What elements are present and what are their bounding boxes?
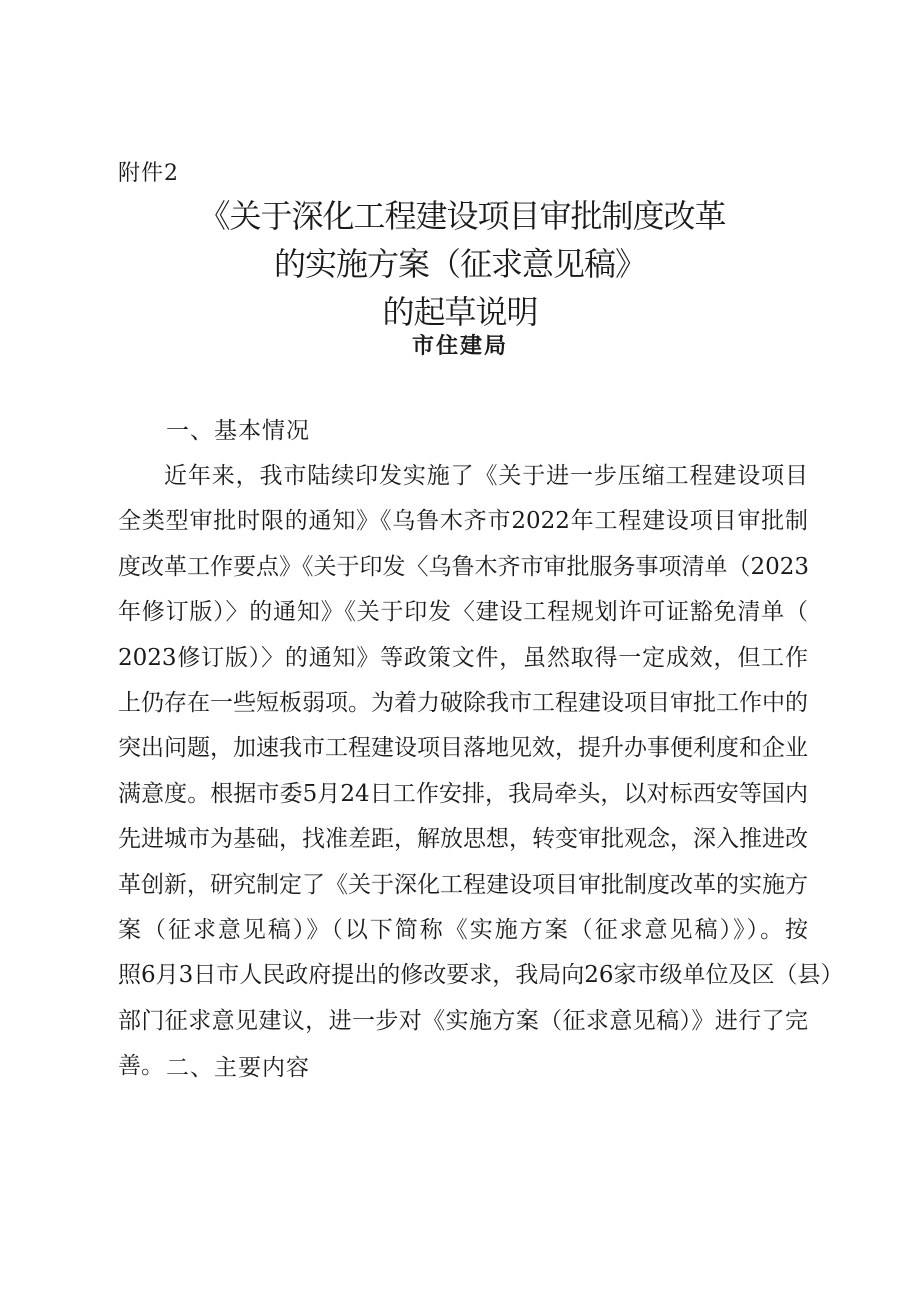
document-title-line-1: 《关于深化工程建设项目审批制度改革 (198, 197, 726, 235)
paragraph-line: 先进城市为基础，找准差距，解放思想，转变审批观念，深入推进改 (118, 826, 808, 853)
paragraph-line: 善。 (118, 1053, 164, 1080)
paragraph-line: 突出问题，加速我市工程建设项目落地见效，提升办事便利度和企业 (118, 735, 808, 762)
paragraph-line: 全类型审批时限的通知》《乌鲁木齐市2022年工程建设项目审批制 (118, 508, 808, 535)
paragraph-line: 2023修订版）〉的通知》等政策文件，虽然取得一定成效，但工作 (118, 644, 808, 671)
paragraph-line: 案（征求意见稿）》（以下简称《实施方案（征求意见稿）》）。按 (118, 916, 808, 943)
attachment-label: 附件2 (118, 161, 179, 186)
issuing-department: 市住建局 (411, 333, 508, 359)
paragraph-line: 部门征求意见建议，进一步对《实施方案（征求意见稿）》进行了完 (118, 1007, 808, 1034)
paragraph-line: 近年来，我市陆续印发实施了《关于进一步压缩工程建设项目 (164, 463, 808, 489)
paragraph-line: 年修订版）〉的通知》《关于印发〈建设工程规划许可证豁免清单（ (118, 599, 808, 626)
paragraph-line: 照6月3日市人民政府提出的修改要求，我局向26家市级单位及区（县） (118, 962, 844, 989)
paragraph-line: 满意度。根据市委5月24日工作安排，我局牵头，以对标西安等国内 (118, 780, 808, 807)
document-title-line-2: 的实施方案（征求意见稿》 (273, 245, 646, 283)
section-heading-basic-situation: 一、基本情况 (166, 418, 310, 444)
paragraph-line: 度改革工作要点》《关于印发〈乌鲁木齐市审批服务事项清单（2023 (118, 553, 810, 580)
document-title-line-3: 的起草说明 (382, 293, 538, 331)
section-heading-main-content: 二、主要内容 (166, 1055, 310, 1081)
section-body-paragraph (118, 454, 844, 1089)
paragraph-line: 革创新，研究制定了《关于深化工程建设项目审批制度改革的实施方 (118, 871, 808, 898)
paragraph-line: 上仍存在一些短板弱项。为着力破除我市工程建设项目审批工作中的 (118, 689, 808, 716)
